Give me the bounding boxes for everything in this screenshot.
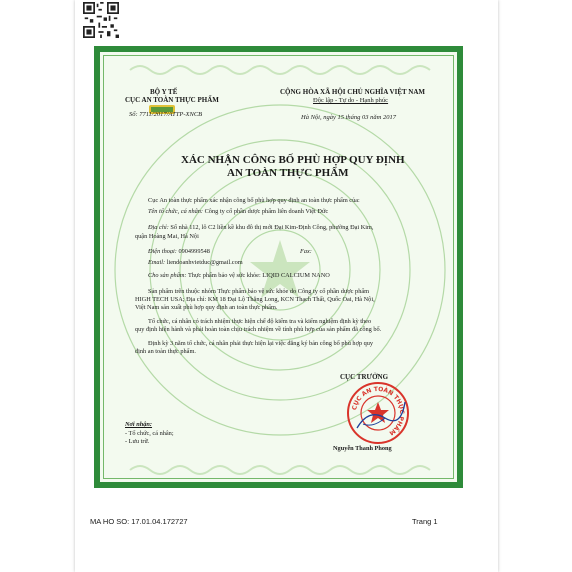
organization-line	[148, 208, 458, 217]
paragraph3-line1: Định kỳ 3 năm tổ chức, cá nhân phải thực hiện lại việc đăng ký bản công bố phù hợp quy	[148, 340, 374, 347]
phone-line	[148, 248, 268, 257]
paragraph3-line2: định an toàn thực phẩm.	[135, 348, 196, 355]
recipient-item-2: - Lưu trữ.	[125, 438, 150, 445]
phone-value: 0904999548	[178, 248, 210, 255]
recipients-label: Nơi nhận:	[125, 421, 153, 428]
certificate-title-line1: XÁC NHẬN CÔNG BỐ PHÙ HỢP QUY ĐỊNH	[181, 154, 405, 166]
signatory-name: Nguyễn Thanh Phong	[333, 445, 392, 452]
paragraph1-line3: Việt Nam sản xuất phù hợp quy định an toàn thực phẩm.	[135, 304, 278, 311]
document-number: Số: 7711/2017/ATTP-XNCB	[129, 111, 203, 118]
product-line	[148, 272, 458, 281]
paragraph1-line1: Sản phẩm trên thuộc nhóm Thực phẩm bảo vệ sức khỏe do Công ty cổ phần dược phẩm	[148, 288, 370, 295]
product-label: Cho sản phẩm:	[148, 272, 187, 279]
address-value-2: quận Hoàng Mai, Hà Nội	[135, 233, 199, 240]
email-line	[148, 259, 458, 268]
address-line	[148, 224, 458, 233]
republic-name: CỘNG HÒA XÃ HỘI CHỦ NGHĨA VIỆT NAM	[280, 88, 426, 96]
paragraph1-line2: HIGH TECH USA; Địa chỉ: KM 18 Đại Lộ Thăng Long, KCN Thạch Thất, Quốc Oai, Hà Nội,	[135, 296, 375, 303]
official-stamp	[345, 380, 411, 446]
place-date: Hà Nội, ngày 15 tháng 03 năm 2017	[301, 114, 396, 121]
page-number: Trang 1	[412, 517, 438, 526]
intro-text: Cục An toàn thực phẩm xác nhận công bố phù hợp quy định an toàn thực phẩm của:	[148, 197, 360, 204]
ministry-name: BỘ Y TẾ	[150, 88, 178, 96]
recipient-item-1: - Tổ chức, cá nhân;	[125, 430, 174, 437]
paragraph2-line2: quy định hiện hành và phải hoàn toàn chịu trách nhiệm về tính phù hợp của sản phẩm đã công bố.	[135, 326, 382, 333]
address-value-1: Số nhà 112, lô C2 liền kề khu đô thị mới Đại Kim-Định Công, phường Đại Kim,	[170, 224, 374, 231]
certificate-title-line2: AN TOÀN THỰC PHẨM	[227, 167, 349, 179]
agency-name: CỤC AN TOÀN THỰC PHẨM	[125, 96, 219, 104]
email-label: Email:	[148, 259, 166, 266]
svg-text:CỤC AN TOÀN THỰC PHẨM: CỤC AN TOÀN THỰC PHẨM	[351, 385, 406, 437]
record-number: MA HO SO: 17.01.04.172727	[90, 517, 188, 526]
product-value: Thực phẩm bảo vệ sức khỏe: LIQID CALCIUM NANO	[187, 272, 330, 279]
organization-value: Công ty cổ phần dược phẩm liên doanh Việt Đức	[204, 208, 329, 215]
signatory-title: CỤC TRƯỞNG	[340, 373, 389, 381]
address-label: Địa chỉ:	[148, 224, 169, 231]
organization-label: Tên tổ chức, cá nhân:	[148, 208, 204, 215]
paragraph2-line1: Tổ chức, cá nhân có trách nhiệm thực hiện chế độ kiểm tra và kiểm nghiệm định kỳ theo	[148, 318, 372, 325]
phone-label: Điện thoại:	[148, 248, 177, 255]
email-value: liendoanhvietduc@gmail.com	[166, 259, 243, 266]
fax-line	[300, 248, 360, 257]
fax-label: Fax:	[300, 248, 312, 255]
national-motto: Độc lập - Tự do - Hạnh phúc	[313, 97, 389, 104]
